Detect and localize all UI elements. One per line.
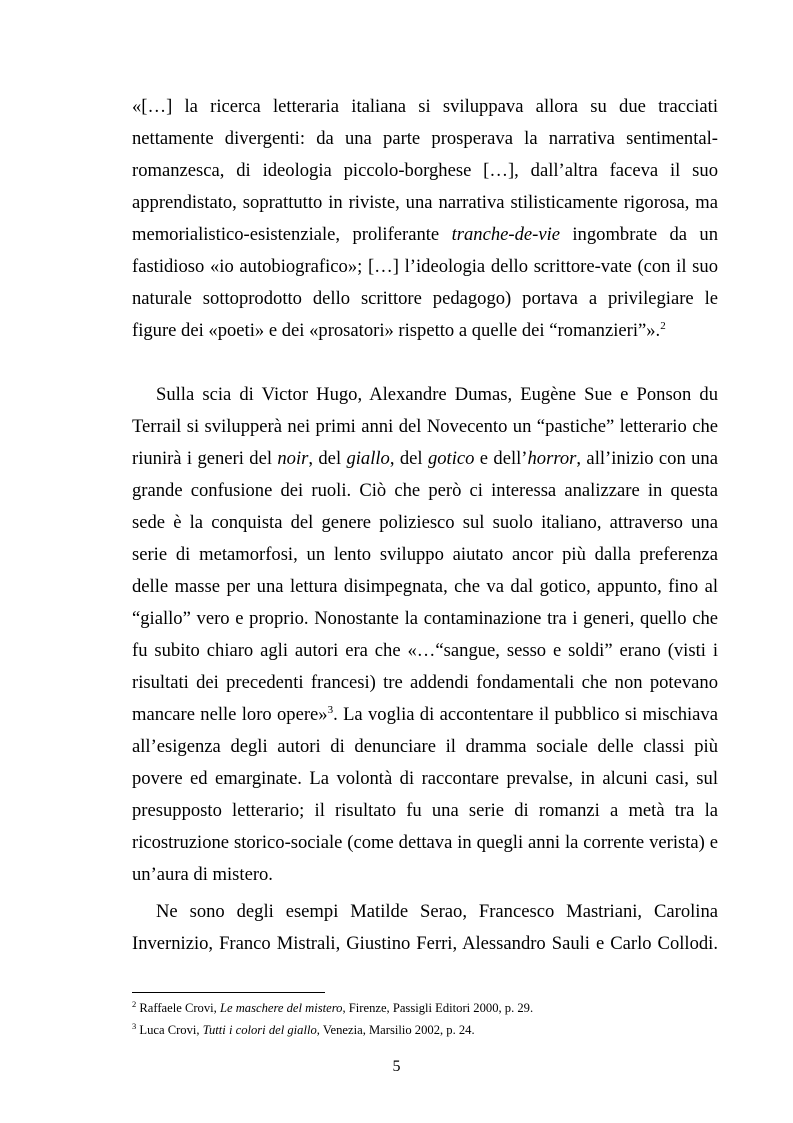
quote-line xyxy=(132,319,718,343)
paragraph-line: all’esigenza degli autori di denunciare il dramma sociale delle classi più xyxy=(132,736,718,757)
text-run: , all’inizio con una xyxy=(576,448,718,469)
paragraph-line xyxy=(132,703,718,727)
quote-line: «[…] la ricerca letteraria italiana si sviluppava allora su due tracciati xyxy=(132,96,718,117)
quote-line: nettamente divergenti: da una parte prosperava la narrativa sentimental- xyxy=(132,128,718,149)
paragraph-line: un’aura di mistero. xyxy=(132,864,273,885)
footnote-title: Tutti i colori del giallo xyxy=(202,1023,317,1037)
page-number: 5 xyxy=(392,1058,401,1075)
paragraph-line: fu subito chiaro agli autori era che «…“sangue, sesso e soldi” erano (visti i xyxy=(132,640,718,661)
paragraph-line: presupposto letterario; il risultato fu una serie di romanzi a metà tra la xyxy=(132,800,718,821)
footnote-ref[interactable]: 3 xyxy=(327,703,334,716)
footnote xyxy=(132,1000,533,1016)
quote-line: romanzesca, di ideologia piccolo-borghese […], dall’altra faceva il suo xyxy=(132,160,718,181)
paragraph-line: Terrail si svilupperà nei primi anni del Novecento un “pastiche” letterario che xyxy=(132,416,718,437)
italic-term: tranche-de-vie xyxy=(451,224,560,245)
paragraph-line: grande confusione dei ruoli. Ciò che però ci interessa analizzare in questa xyxy=(132,480,718,501)
italic-term: noir xyxy=(277,448,309,469)
quote-line: fastidioso «io autobiografico»; […] l’ideologia dello scrittore-vate (con il suo xyxy=(132,256,718,277)
text-run: . La voglia di accontentare il pubblico si mischiava xyxy=(333,704,718,725)
paragraph-line: Sulla scia di Victor Hugo, Alexandre Dumas, Eugène Sue e Ponson du xyxy=(156,384,718,405)
footnote-text: , Venezia, Marsilio 2002, p. 24. xyxy=(316,1023,475,1037)
footnote-number: 2 xyxy=(132,998,137,1009)
paragraph-line: serie di metamorfosi, un lento sviluppo aiutato ancor più dalla preferenza xyxy=(132,544,718,565)
paragraph-line: risultati dei precedenti francesi) tre addendi fondamentali che non potevano xyxy=(132,672,718,693)
footnote-title: Le maschere del mistero xyxy=(219,1001,343,1015)
quote-line: naturale sottoprodotto dello scrittore pedagogo) portava a privilegiare le xyxy=(132,288,718,309)
text-run: e dell’ xyxy=(474,448,528,469)
quote-text: figure dei «poeti» e dei «prosatori» rispetto a quelle dei “romanzieri”». xyxy=(132,320,661,341)
quote-line xyxy=(132,223,718,247)
footnote-number: 3 xyxy=(132,1020,137,1031)
italic-term: giallo xyxy=(346,448,390,469)
quote-line: apprendistato, soprattutto in riviste, una narrativa stilisticamente rigorosa, ma xyxy=(132,192,718,213)
paragraph-line: Ne sono degli esempi Matilde Serao, Francesco Mastriani, Carolina xyxy=(156,901,718,922)
footnote-text: Luca Crovi, xyxy=(136,1023,203,1037)
footnote xyxy=(132,1022,475,1038)
quote-text: ingombrate da un xyxy=(560,224,718,245)
paragraph-line: povere ed emarginate. La volontà di raccontare prevalse, in alcuni casi, sul xyxy=(132,768,718,789)
paragraph-line xyxy=(132,447,718,471)
text-run: , del xyxy=(389,448,428,469)
footnote-separator xyxy=(132,992,325,993)
text-run: , del xyxy=(308,448,347,469)
footnote-text: , Firenze, Passigli Editori 2000, p. 29. xyxy=(342,1001,534,1015)
paragraph-line: ricostruzione storico-sociale (come dettava in quegli anni la corrente verista) e xyxy=(132,832,718,853)
paragraph-line: Invernizio, Franco Mistrali, Giustino Ferri, Alessandro Sauli e Carlo Collodi. xyxy=(132,933,718,954)
text-run: riunirà i generi del xyxy=(132,448,278,469)
italic-term: horror xyxy=(527,448,577,469)
italic-term: gotico xyxy=(427,448,475,469)
text-run: mancare nelle loro opere» xyxy=(132,704,328,725)
paragraph-line: sede è la conquista del genere poliziesco sul suolo italiano, attraverso una xyxy=(132,512,718,533)
footnote-ref[interactable]: 2 xyxy=(660,319,666,332)
footnote-text: Raffaele Crovi, xyxy=(136,1001,220,1015)
paragraph-line: delle masse per una lettura disimpegnata, che va dal gotico, appunto, fino al xyxy=(132,576,718,597)
paragraph-line: “giallo” vero e proprio. Nonostante la contaminazione tra i generi, quello che xyxy=(132,608,718,629)
quote-text: memorialistico-esistenziale, proliferante xyxy=(132,224,452,245)
